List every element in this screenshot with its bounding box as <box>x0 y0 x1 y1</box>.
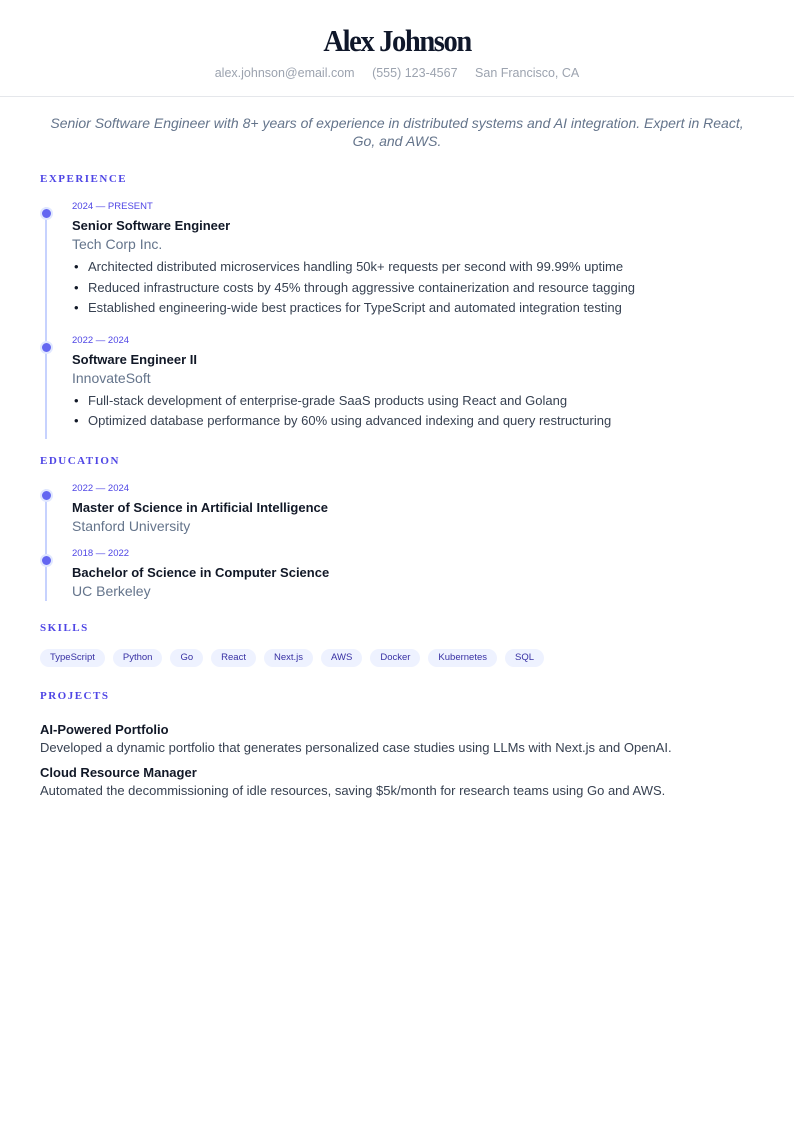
contact-phone[interactable]: (555) 123-4567 <box>372 66 458 80</box>
experience-date: 2022 — 2024 <box>72 334 130 346</box>
experience-role: Senior Software Engineer <box>72 218 231 233</box>
contact-location: San Francisco, CA <box>475 66 580 80</box>
project-item <box>40 764 754 800</box>
project-description: Developed a dynamic portfolio that generates personalized case studies using LLMs with Next.js and OpenAI. <box>40 740 672 755</box>
experience-company: InnovateSoft <box>72 369 151 386</box>
section-title-education: EDUCATION <box>40 455 120 467</box>
skill-chip: Go <box>170 649 203 667</box>
resume-header <box>0 0 794 97</box>
timeline-dot-icon <box>40 207 53 220</box>
project-item <box>40 721 754 757</box>
experience-entry <box>40 201 794 319</box>
experience-company: Tech Corp Inc. <box>72 236 163 252</box>
education-date: 2018 — 2022 <box>72 548 130 559</box>
project-description: Automated the decommissioning of idle resources, saving $5k/month for research teams using Go and AWS. <box>40 783 666 798</box>
experience-bullets <box>72 257 794 319</box>
education-timeline <box>40 483 794 601</box>
contact-email[interactable]: alex.johnson@email.com <box>214 66 355 80</box>
skill-chip: Next.js <box>264 649 313 667</box>
education-degree: Master of Science in Artificial Intelligence <box>72 500 328 515</box>
skill-chip: SQL <box>505 649 544 667</box>
education-school: Stanford University <box>72 518 191 534</box>
experience-bullet: • Reduced infrastructure costs by 45% through aggressive containerization and resource tagging <box>72 278 794 299</box>
project-name: Cloud Resource Manager <box>40 765 197 780</box>
contact-line <box>0 66 794 80</box>
experience-bullet: • Established engineering-wide best practices for TypeScript and automated integration testing <box>72 298 794 319</box>
education-degree: Bachelor of Science in Computer Science <box>72 565 330 580</box>
professional-summary: Senior Software Engineer with 8+ years of experience in distributed systems and AI integration. Expert in React, Go, and AWS. <box>50 115 744 149</box>
experience-role: Software Engineer II <box>72 351 197 367</box>
candidate-name: Alex Johnson <box>323 23 471 58</box>
skill-chip: React <box>211 649 256 667</box>
section-title-experience: EXPERIENCE <box>40 173 128 185</box>
education-school: UC Berkeley <box>72 583 151 599</box>
experience-timeline <box>40 201 794 439</box>
experience-entry <box>40 335 794 432</box>
experience-bullets <box>72 391 794 432</box>
timeline-dot-icon <box>40 489 53 502</box>
section-title-skills: SKILLS <box>40 622 89 634</box>
project-name: AI-Powered Portfolio <box>40 722 169 737</box>
timeline-dot-icon <box>40 341 53 354</box>
section-title-projects: PROJECTS <box>40 690 110 702</box>
skill-chip: Docker <box>370 649 420 667</box>
skill-chip: Kubernetes <box>428 649 497 667</box>
experience-date: 2024 — PRESENT <box>72 201 153 212</box>
skill-chip: Python <box>113 649 163 667</box>
experience-bullet: • Full-stack development of enterprise-grade SaaS products using React and Golang <box>72 391 794 412</box>
education-entry <box>40 483 794 535</box>
skill-chip: TypeScript <box>40 649 105 667</box>
experience-bullet: • Architected distributed microservices handling 50k+ requests per second with 99.99% uptime <box>72 257 794 278</box>
skill-chip: AWS <box>321 649 362 667</box>
education-date: 2022 — 2024 <box>72 483 130 494</box>
education-entry <box>40 548 794 600</box>
skills-list <box>40 649 754 667</box>
timeline-dot-icon <box>40 554 53 567</box>
experience-bullet: • Optimized database performance by 60% using advanced indexing and query restructuring <box>72 411 794 432</box>
